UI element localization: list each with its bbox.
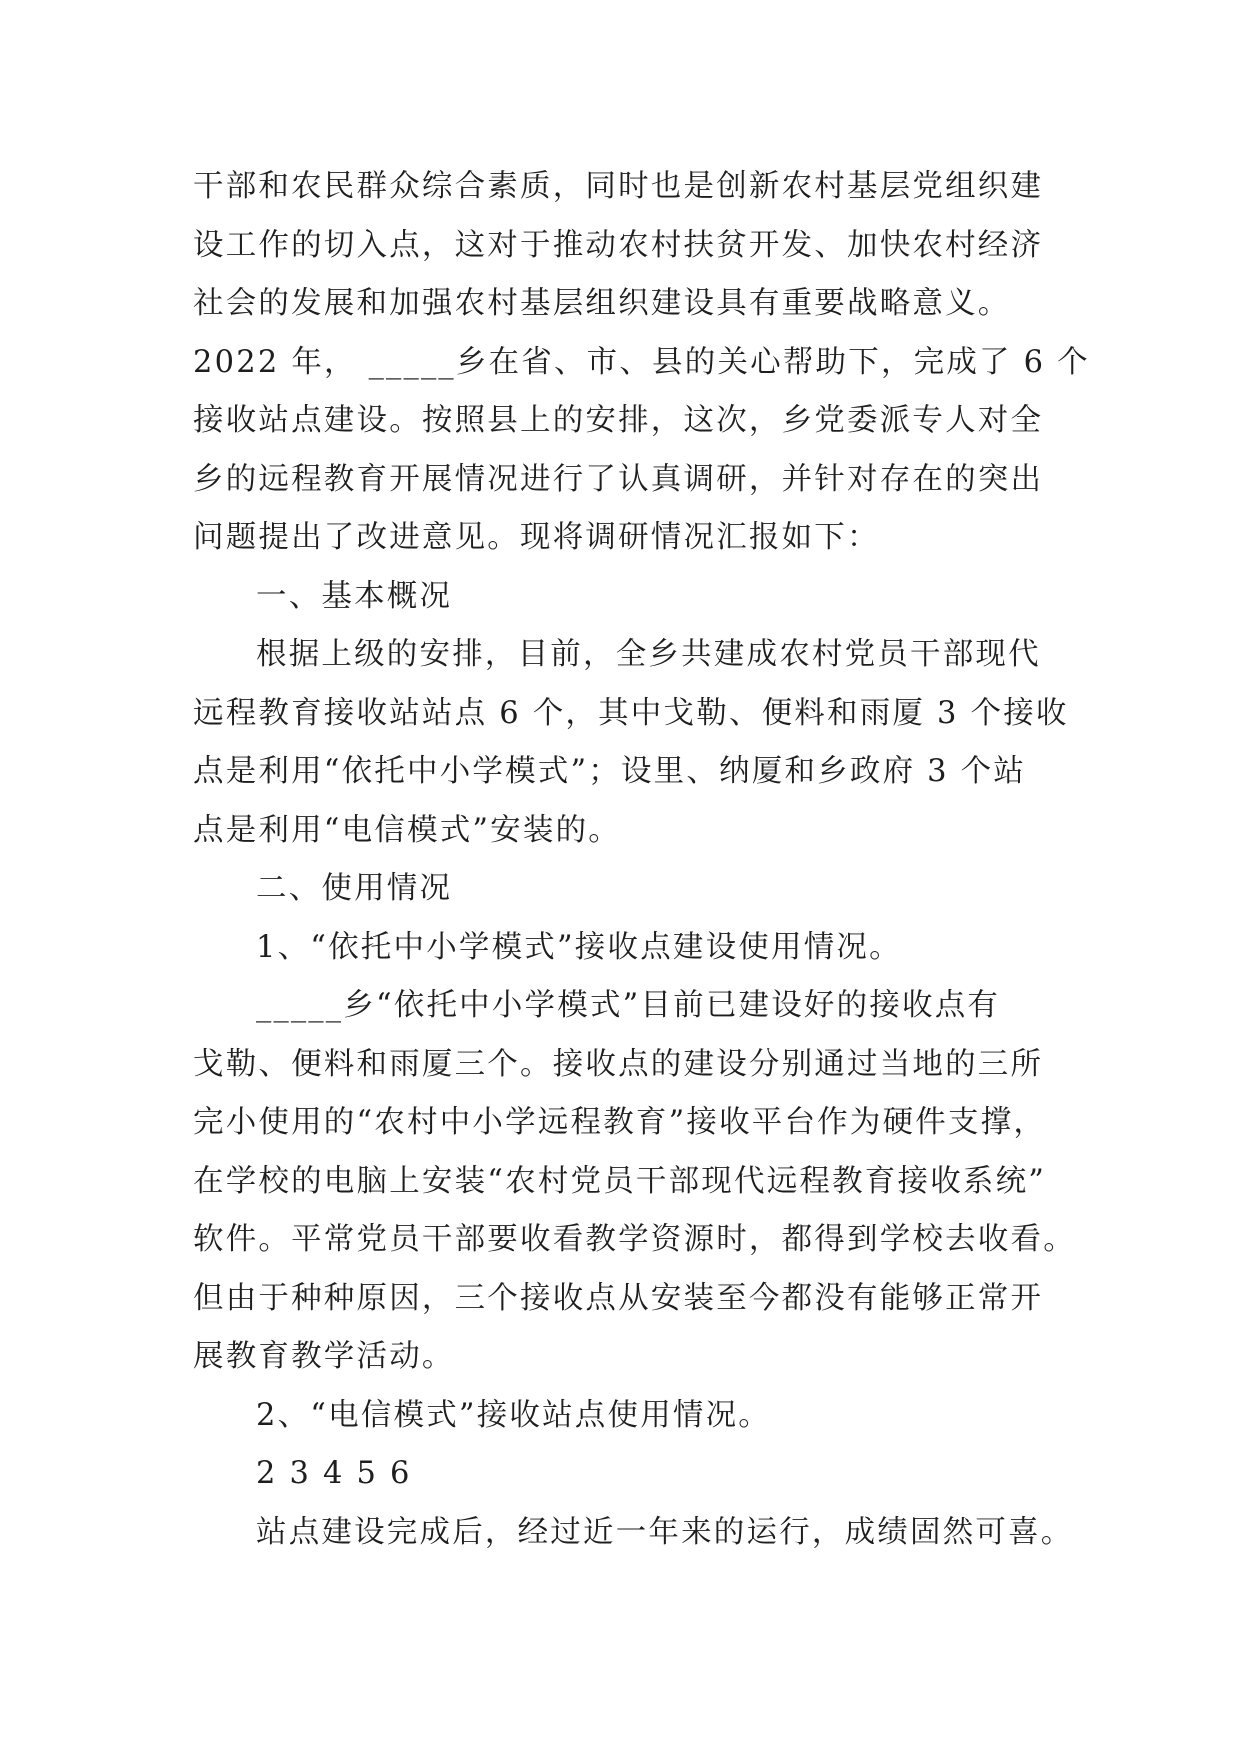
text-line: 但由于种种原因，三个接收点从安装至今都没有能够正常开 [193, 1280, 1044, 1316]
subsection-heading: 2、“电信模式”接收站点使用情况。 [256, 1397, 771, 1433]
text-line: 点是利用“依托中小学模式”；设里、纳厦和乡政府 3 个站 [193, 754, 1027, 789]
text-line: 在学校的电脑上安装“农村党员干部现代远程教育接收系统” [193, 1163, 1047, 1199]
body-text [193, 158, 1090, 1562]
text-line: 乡的远程教育开展情况进行了认真调研，并针对存在的突出 [193, 461, 1044, 497]
text-line: 软件。平常党员干部要收看教学资源时，都得到学校去收看。 [193, 1222, 1076, 1257]
subsection-heading: 1、“依托中小学模式”接收点建设使用情况。 [256, 929, 902, 965]
text-line: 站点建设完成后，经过近一年来的运行，成绩固然可喜。 [256, 1514, 1074, 1550]
section-heading: 二、使用情况 [256, 871, 453, 906]
text-line: 根据上级的安排，目前，全乡共建成农村党员干部现代 [256, 637, 1041, 672]
text-line: 完小使用的“农村中小学远程教育”接收平台作为硬件支撑， [193, 1105, 1047, 1140]
section-heading: 一、基本概况 [256, 578, 453, 614]
text-line: 接收站点建设。按照县上的安排，这次，乡党委派专人对全 [193, 403, 1044, 438]
text-line: 干部和农民群众综合素质，同时也是创新农村基层党组织建 [193, 169, 1044, 204]
text-line: 远程教育接收站站点 6 个，其中戈勒、便料和雨厦 3 个接收 [193, 695, 1069, 731]
text-line: 问题提出了改进意见。现将调研情况汇报如下： [193, 520, 880, 555]
text-line: 设工作的切入点，这对于推动农村扶贫开发、加快农村经济 [193, 227, 1044, 263]
text-line: 戈勒、便料和雨厦三个。接收点的建设分别通过当地的三所 [193, 1046, 1044, 1082]
text-line: _____乡“依托中小学模式”目前已建设好的接收点有 [256, 988, 1001, 1023]
text-line: 展教育教学活动。 [193, 1339, 455, 1374]
number-sequence: 2 3 4 5 6 [256, 1456, 412, 1491]
text-line: 2022 年， _____乡在省、市、县的关心帮助下，完成了 6 个 [193, 344, 1090, 380]
text-line: 社会的发展和加强农村基层组织建设具有重要战略意义。 [193, 286, 1011, 321]
text-line: 点是利用“电信模式”安装的。 [193, 812, 621, 848]
